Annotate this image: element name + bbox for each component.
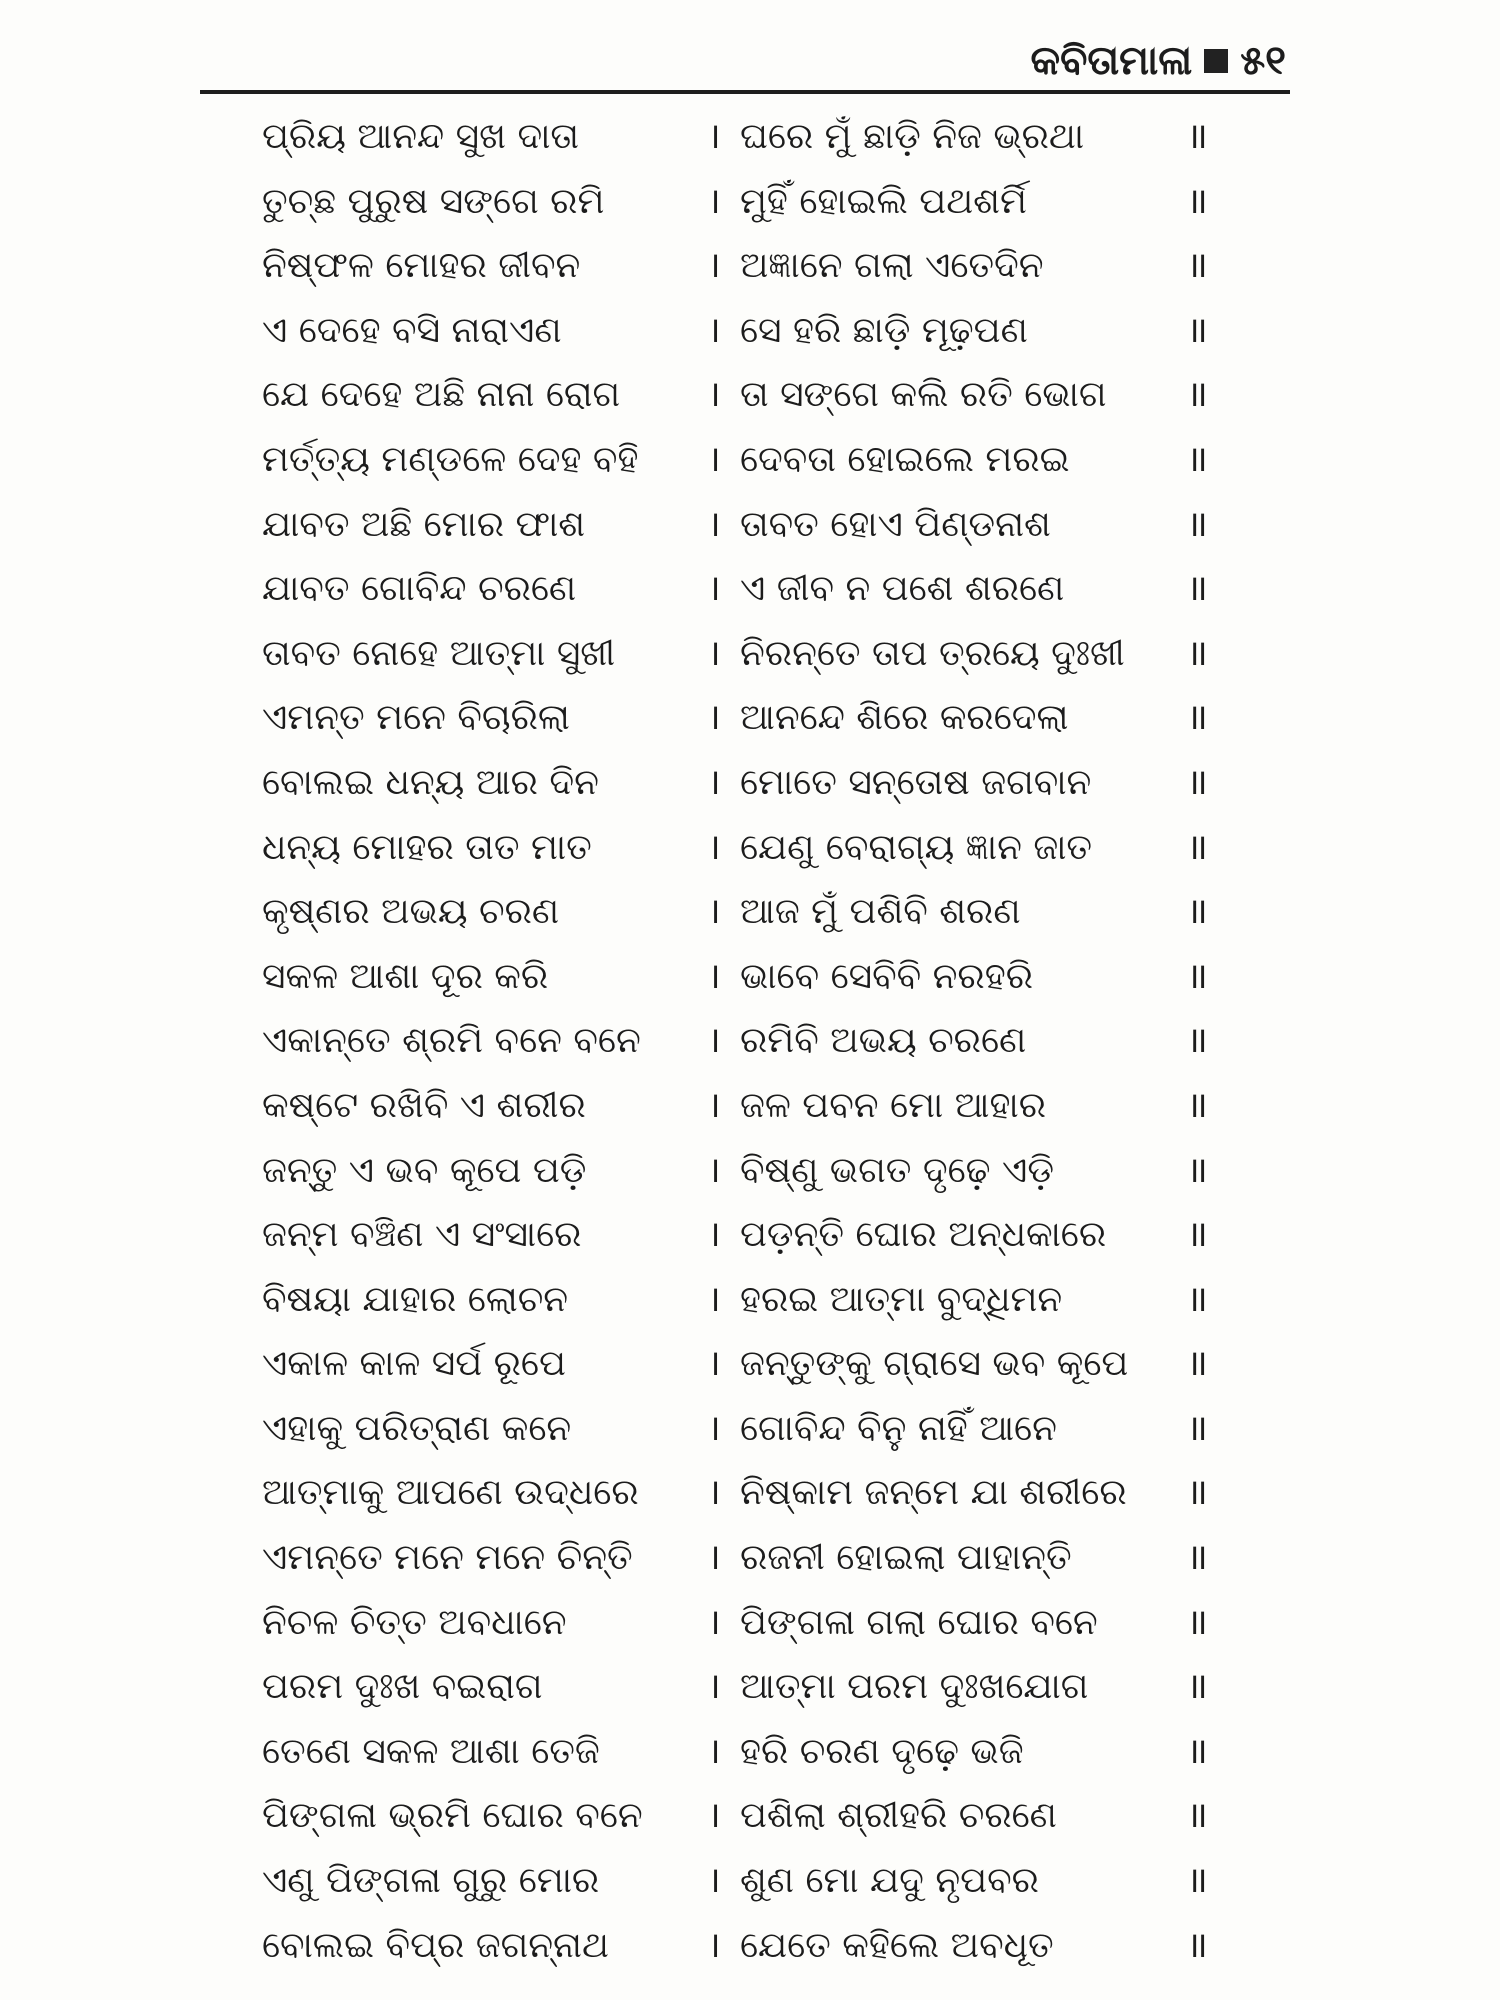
verse-first-half: ଏମନ୍ତ ମନେ ବିଚାରିଲା [262, 697, 570, 739]
verse-second-half: ଆଜ ମୁଁ ପଶିବି ଶରଣ [740, 891, 1021, 933]
danda-separator: । [707, 632, 721, 674]
danda-separator: । [707, 1278, 721, 1320]
danda-separator: । [707, 826, 721, 868]
verse-line [262, 1461, 1222, 1526]
double-danda: ॥ [1186, 1149, 1208, 1191]
verse-first-half: ତୁଚ୍ଛ ପୁରୁଷ ସଙ୍ଗେ ରମି [262, 180, 605, 222]
verse-second-half: ସେ ହରି ଛାଡ଼ି ମୂଢ଼ପଣ [740, 309, 1028, 351]
verse-line [262, 170, 1222, 235]
verse-second-half: ଗୋବିନ୍ଦ ବିନୁ ନାହିଁ ଆନେ [740, 1407, 1057, 1449]
verse-line [262, 880, 1222, 945]
verse-line [262, 1591, 1222, 1656]
double-danda: ॥ [1186, 1084, 1208, 1126]
danda-separator: । [707, 568, 721, 610]
verse-second-half: ଯେଣୁ ବେରାଗ୍ୟ ଜ୍ଞାନ ଜାତ [740, 826, 1093, 868]
verse-second-half: ପଶିଲା ଶ୍ରୀହରି ଚରଣେ [740, 1795, 1057, 1837]
header-title-group [1031, 36, 1286, 86]
verse-line [262, 1074, 1222, 1139]
verse-first-half: ନିଷ୍ଫଳ ମୋହର ଜୀବନ [262, 245, 581, 287]
verse-second-half: ଆତ୍ମା ପରମ ଦୁଃଖଯୋଗ [740, 1666, 1089, 1708]
danda-separator: । [707, 438, 721, 480]
danda-separator: । [707, 697, 721, 739]
double-danda: ॥ [1186, 568, 1208, 610]
page-number: ୫୧ [1240, 38, 1286, 84]
verse-line [262, 1332, 1222, 1397]
verse-first-half: ଆତ୍ମାକୁ ଆପଣେ ଉଦ୍ଧରେ [262, 1472, 639, 1514]
verse-second-half: ପିଙ୍ଗଳା ଗଲା ଘୋର ବନେ [740, 1601, 1098, 1643]
double-danda: ॥ [1186, 826, 1208, 868]
book-title: କବିତାମାଳା [1030, 38, 1193, 84]
danda-separator: । [707, 503, 721, 545]
verse-line [262, 1139, 1222, 1204]
danda-separator: । [707, 245, 721, 287]
verse-line [262, 1397, 1222, 1462]
double-danda: ॥ [1186, 761, 1208, 803]
verse-second-half: ହରଇ ଆତ୍ମା ବୁଦ୍ଧିମନ [740, 1278, 1063, 1320]
double-danda: ॥ [1186, 1860, 1208, 1902]
verse-second-half: ରମିବି ଅଭୟ ଚରଣେ [740, 1020, 1027, 1062]
verse-second-half: ଯେତେ କହିଲେ ଅବଧୂତ [740, 1924, 1054, 1966]
verse-line [262, 1268, 1222, 1333]
verse-line [262, 1655, 1222, 1720]
double-danda: ॥ [1186, 891, 1208, 933]
double-danda: ॥ [1186, 1407, 1208, 1449]
verse-second-half: ତାବତ ହୋଏ ପିଣ୍ଡନାଶ [740, 503, 1051, 545]
verse-second-half: ଭାବେ ସେବିବି ନରହରି [740, 955, 1033, 997]
danda-separator: । [707, 955, 721, 997]
danda-separator: । [707, 116, 721, 157]
danda-separator: । [707, 1214, 721, 1256]
verse-first-half: ବିଷୟା ଯାହାର ଲୋଚନ [262, 1278, 569, 1320]
verse-line [262, 493, 1222, 558]
danda-separator: । [707, 309, 721, 351]
verse-line [262, 751, 1222, 816]
verse-line [262, 363, 1222, 428]
danda-separator: । [707, 1407, 721, 1449]
verse-first-half: ଯାବତ ଗୋବିନ୍ଦ ଚରଣେ [262, 568, 577, 610]
danda-separator: । [707, 891, 721, 933]
verse-second-half: ଦେବତା ହୋଇଲେ ମରଇ [740, 438, 1070, 480]
double-danda: ॥ [1186, 955, 1208, 997]
verse-second-half: ଜଳ ପବନ ମୋ ଆହାର [740, 1084, 1046, 1126]
verse-first-half: ଏଣୁ ପିଙ୍ଗଳା ଗୁରୁ ମୋର [262, 1860, 600, 1902]
verse-first-half: ଜନ୍ମ ବଞ୍ଚିଣ ଏ ସଂସାରେ [262, 1214, 582, 1256]
double-danda: ॥ [1186, 374, 1208, 416]
verse-line [262, 1526, 1222, 1591]
double-danda: ॥ [1186, 1214, 1208, 1256]
verse-second-half: ଶୁଣ ମୋ ଯଦୁ ନୃପବର [740, 1860, 1039, 1902]
verse-first-half: ଏହାକୁ ପରିତ୍ରାଣ କନେ [262, 1407, 572, 1449]
verse-line [262, 1203, 1222, 1268]
verse-first-half: ଏ ଦେହେ ବସି ନାରାଏଣ [262, 309, 562, 351]
verse-line [262, 1784, 1222, 1849]
verse-second-half: ନିଷ୍କାମ ଜନ୍ମେ ଯା ଶରୀରେ [740, 1472, 1127, 1514]
verse-first-half: ପିଙ୍ଗଳା ଭ୍ରମି ଘୋର ବନେ [262, 1795, 643, 1837]
danda-separator: । [707, 1020, 721, 1062]
verse-first-half: ପରମ ଦୁଃଖ ବଇରାଗ [262, 1666, 543, 1708]
double-danda: ॥ [1186, 1537, 1208, 1579]
danda-separator: । [707, 180, 721, 222]
double-danda: ॥ [1186, 180, 1208, 222]
danda-separator: । [707, 1924, 721, 1966]
verse-first-half: ଏକାନ୍ତେ ଶ୍ରମି ବନେ ବନେ [262, 1020, 641, 1062]
running-header [200, 30, 1290, 90]
verse-first-half: ବୋଲଇ ବିପ୍ର ଜଗନ୍ନାଥ [262, 1924, 609, 1966]
verse-first-half: ବୋଲଇ ଧନ୍ୟ ଆର ଦିନ [262, 761, 599, 803]
verse-second-half: ହରି ଚରଣ ଦୃଢ଼େ ଭଜି [740, 1730, 1024, 1772]
double-danda: ॥ [1186, 1343, 1208, 1385]
verse-second-half: ଘରେ ମୁଁ ଛାଡ଼ି ନିଜ ଭ୍ରଥା [740, 116, 1085, 157]
danda-separator: । [707, 374, 721, 416]
verse-second-half: ଅଜ୍ଞାନେ ଗଲା ଏତେଦିନ [740, 245, 1044, 287]
verse-line [262, 557, 1222, 622]
verse-first-half: ଏମନ୍ତେ ମନେ ମନେ ଚିନ୍ତି [262, 1537, 633, 1579]
verse-first-half: ଜନ୍ତୁ ଏ ଭବ କୂପେ ପଡ଼ି [262, 1149, 587, 1191]
verse-first-half: ପ୍ରିୟ ଆନନ୍ଦ ସୁଖ ଦାତା [262, 116, 580, 157]
verse-first-half: ମର୍ତ୍ତ୍ୟ ମଣ୍ଡଳେ ଦେହ ବହି [262, 438, 639, 480]
verse-line [262, 816, 1222, 881]
header-rule [200, 90, 1290, 94]
double-danda: ॥ [1186, 1472, 1208, 1514]
double-danda: ॥ [1186, 1020, 1208, 1062]
danda-separator: । [707, 1860, 721, 1902]
verse-first-half: କୃଷ୍ଣର ଅଭୟ ଚରଣ [262, 891, 560, 933]
double-danda: ॥ [1186, 1666, 1208, 1708]
verse-line [262, 1914, 1222, 1979]
verse-second-half: ଏ ଜୀବ ନ ପଶେ ଶରଣେ [740, 568, 1065, 610]
verse-first-half: ନିଚଳ ଚିତ୍ତ ଅବଧାନେ [262, 1601, 567, 1643]
danda-separator: । [707, 1537, 721, 1579]
verse-line [262, 1720, 1222, 1785]
verse-second-half: ଜନ୍ତୁଙ୍କୁ ଗ୍ରାସେ ଭବ କୂପେ [740, 1343, 1129, 1385]
verse-second-half: ମୋତେ ସନ୍ତୋଷ ଜଗବାନ [740, 761, 1092, 803]
verse-second-half: ନିରନ୍ତେ ତାପ ତ୍ରୟେ ଦୁଃଖୀ [740, 632, 1125, 674]
double-danda: ॥ [1186, 1601, 1208, 1643]
danda-separator: । [707, 1084, 721, 1126]
double-danda: ॥ [1186, 1730, 1208, 1772]
verse-first-half: କଷ୍ଟେ ରଖିବି ଏ ଶରୀର [262, 1084, 586, 1126]
danda-separator: । [707, 1149, 721, 1191]
double-danda: ॥ [1186, 116, 1208, 157]
danda-separator: । [707, 1472, 721, 1514]
verse-line [262, 686, 1222, 751]
danda-separator: । [707, 1666, 721, 1708]
verse-line [262, 105, 1222, 170]
double-danda: ॥ [1186, 1278, 1208, 1320]
double-danda: ॥ [1186, 1795, 1208, 1837]
verse-first-half: ଏକାଳ କାଳ ସର୍ପ ରୂପେ [262, 1343, 566, 1385]
verse-first-half: ସକଳ ଆଶା ଦୂର କରି [262, 955, 549, 997]
danda-separator: । [707, 1343, 721, 1385]
verse-first-half: ଯେ ଦେହେ ଅଛି ନାନା ରୋଗ [262, 374, 621, 416]
danda-separator: । [707, 761, 721, 803]
verse-first-half: ତାବତ ନୋହେ ଆତ୍ମା ସୁଖୀ [262, 632, 616, 674]
verse-second-half: ବିଷ୍ଣୁ ଭଗତ ଦୃଢ଼େ ଏଡ଼ି [740, 1149, 1055, 1191]
double-danda: ॥ [1186, 503, 1208, 545]
verse-line [262, 428, 1222, 493]
double-danda: ॥ [1186, 1924, 1208, 1966]
verse-first-half: ଯାବତ ଅଛି ମୋର ଫାଶ [262, 503, 586, 545]
danda-separator: । [707, 1795, 721, 1837]
verse-first-half: ତେଣେ ସକଳ ଆଶା ତେଜି [262, 1730, 600, 1772]
double-danda: ॥ [1186, 438, 1208, 480]
verse-line [262, 622, 1222, 687]
verse-line [262, 234, 1222, 299]
verse-line [262, 299, 1222, 364]
verse-second-half: ତା ସଙ୍ଗେ କଲି ରତି ଭୋଗ [740, 374, 1107, 416]
danda-separator: । [707, 1601, 721, 1643]
double-danda: ॥ [1186, 245, 1208, 287]
verse-second-half: ପଡ଼ନ୍ତି ଘୋର ଅନ୍ଧକାରେ [740, 1214, 1107, 1256]
danda-separator: । [707, 1730, 721, 1772]
verse-line [262, 945, 1222, 1010]
verse-line [262, 1849, 1222, 1914]
double-danda: ॥ [1186, 632, 1208, 674]
verse-list [262, 105, 1222, 1978]
header-square-glyph [1204, 49, 1228, 73]
verse-line [262, 1009, 1222, 1074]
double-danda: ॥ [1186, 697, 1208, 739]
verse-second-half: ରଜନୀ ହୋଇଲା ପାହାନ୍ତି [740, 1537, 1072, 1579]
verse-second-half: ଆନନ୍ଦେ ଶିରେ କରଦେଲା [740, 697, 1069, 739]
verse-first-half: ଧନ୍ୟ ମୋହର ତାତ ମାତ [262, 826, 592, 868]
verse-second-half: ମୁହିଁ ହୋଇଲି ପଥଶର୍ମି [740, 180, 1027, 222]
double-danda: ॥ [1186, 309, 1208, 351]
